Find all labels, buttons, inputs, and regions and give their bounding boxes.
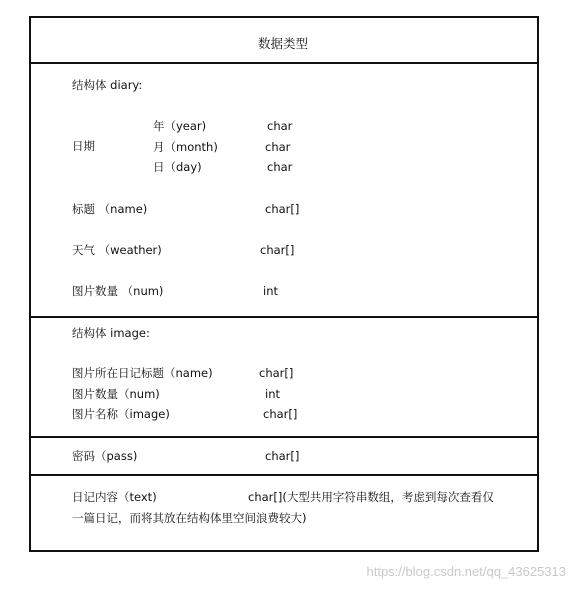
image-name-field-type: char[] — [259, 366, 294, 380]
pass-field-type: char[] — [265, 449, 300, 463]
text-field-type: char[](大型共用字符串数组，考虑到每次查看仅 — [248, 490, 494, 504]
year-field-label: 年（year) — [153, 119, 207, 133]
image-struct-header: 结构体 image: — [72, 326, 150, 340]
diary-num-field-type: int — [263, 284, 278, 298]
table-title: 数据类型 — [258, 36, 309, 51]
text-field-note: 一篇日记，而将其放在结构体里空间浪费较大) — [72, 511, 307, 525]
diary-num-field-label: 图片数量 （num) — [72, 284, 164, 298]
watermark: https://blog.csdn.net/qq_43625313 — [366, 564, 566, 579]
image-image-field-type: char[] — [263, 407, 298, 421]
image-num-field-label: 图片数量（num) — [72, 387, 160, 401]
day-field-label: 日（day) — [153, 160, 202, 174]
title-divider — [29, 62, 539, 64]
image-image-field-label: 图片名称（image) — [72, 407, 170, 421]
image-num-field-type: int — [265, 387, 280, 401]
image-divider — [29, 436, 539, 438]
image-name-field-label: 图片所在日记标题（name) — [72, 366, 213, 380]
diary-name-field-type: char[] — [265, 202, 300, 216]
weather-field-type: char[] — [260, 243, 295, 257]
year-field-type: char — [267, 119, 293, 133]
diary-name-field-label: 标题 （name) — [72, 202, 148, 216]
pass-divider — [29, 474, 539, 476]
weather-field-label: 天气 （weather) — [72, 243, 162, 257]
diary-divider — [29, 316, 539, 318]
pass-field-label: 密码（pass) — [72, 449, 138, 463]
month-field-label: 月（month) — [153, 140, 218, 154]
diary-struct-header: 结构体 diary: — [72, 78, 143, 92]
text-field-label: 日记内容（text) — [72, 490, 157, 504]
month-field-type: char — [265, 140, 291, 154]
day-field-type: char — [267, 160, 293, 174]
date-field-label: 日期 — [72, 139, 95, 153]
